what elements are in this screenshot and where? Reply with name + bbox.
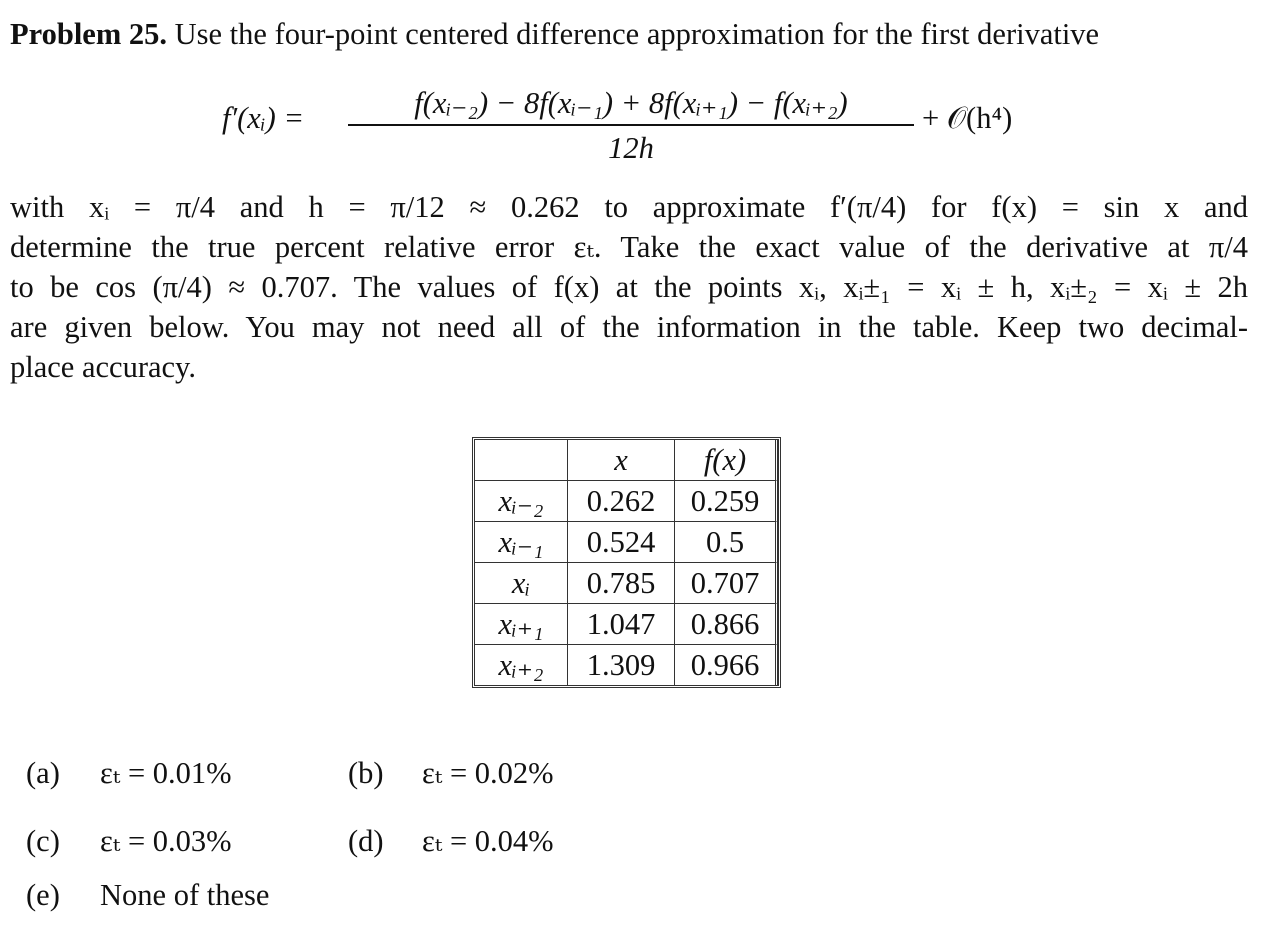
table-row <box>475 481 778 522</box>
choice-c-text: εₜ = 0.03% <box>100 824 232 858</box>
formula-lhs: f′(xᵢ) = <box>222 101 305 135</box>
choice-a[interactable] <box>26 753 232 793</box>
row-label: xᵢ₋₂ <box>475 481 568 522</box>
row-fx-value: 0.966 <box>675 645 778 685</box>
choice-e-label: (e) <box>26 878 60 912</box>
formula-denominator: 12h <box>608 131 654 165</box>
row-x-value: 0.524 <box>568 522 675 563</box>
row-x-value: 0.262 <box>568 481 675 522</box>
choice-b[interactable] <box>348 753 554 793</box>
body-line-4: are given below. You may not need all of the information in the table. Keep two decimal- <box>10 310 1248 344</box>
body-line-5: place accuracy. <box>10 350 196 384</box>
row-label: xᵢ <box>475 563 568 604</box>
row-fx-value: 0.707 <box>675 563 778 604</box>
problem-heading: Problem 25. <box>10 17 167 51</box>
formula-rhs: + 𝒪(h⁴) <box>922 101 1013 135</box>
choice-b-label: (b) <box>348 756 384 790</box>
table-row <box>475 522 778 563</box>
row-label: xᵢ₊₂ <box>475 645 568 685</box>
fraction-bar <box>348 124 914 126</box>
values-table <box>472 437 781 688</box>
row-label: xᵢ₊₁ <box>475 604 568 645</box>
table-header-fx: f(x) <box>675 440 778 481</box>
row-label: xᵢ₋₁ <box>475 522 568 563</box>
problem-intro-text: Use the four-point centered difference approximation for the first derivative <box>174 17 1100 51</box>
choice-e-text: None of these <box>100 878 270 912</box>
choice-c[interactable] <box>26 821 232 861</box>
choice-d-label: (d) <box>348 824 384 858</box>
table-header-blank <box>475 440 568 481</box>
row-x-value: 0.785 <box>568 563 675 604</box>
problem-intro <box>10 14 1099 54</box>
choice-a-label: (a) <box>26 756 60 790</box>
formula-numerator: f(xᵢ₋₂) − 8f(xᵢ₋₁) + 8f(xᵢ₊₁) − f(xᵢ₊₂) <box>414 86 848 120</box>
table-row <box>475 604 778 645</box>
table-header-x: x <box>568 440 675 481</box>
row-fx-value: 0.259 <box>675 481 778 522</box>
row-x-value: 1.047 <box>568 604 675 645</box>
body-line-1: with xᵢ = π/4 and h = π/12 ≈ 0.262 to approximate f′(π/4) for f(x) = sin x and <box>10 190 1248 224</box>
table-row <box>475 645 778 685</box>
table-row <box>475 563 778 604</box>
choice-e[interactable] <box>26 875 269 915</box>
choice-b-text: εₜ = 0.02% <box>422 756 554 790</box>
choice-a-text: εₜ = 0.01% <box>100 756 232 790</box>
body-line-3: to be cos (π/4) ≈ 0.707. The values of f(x) at the points xᵢ, xᵢ±₁ = xᵢ ± h, xᵢ±₂ = xᵢ ± 2h <box>10 270 1248 304</box>
choice-d-text: εₜ = 0.04% <box>422 824 554 858</box>
row-fx-value: 0.5 <box>675 522 778 563</box>
choice-d[interactable] <box>348 821 554 861</box>
table-header-row <box>475 440 778 481</box>
formula-fraction <box>348 84 914 166</box>
choice-c-label: (c) <box>26 824 60 858</box>
row-fx-value: 0.866 <box>675 604 778 645</box>
body-line-2: determine the true percent relative error εₜ. Take the exact value of the derivative at π/4 <box>10 230 1248 264</box>
row-x-value: 1.309 <box>568 645 675 685</box>
